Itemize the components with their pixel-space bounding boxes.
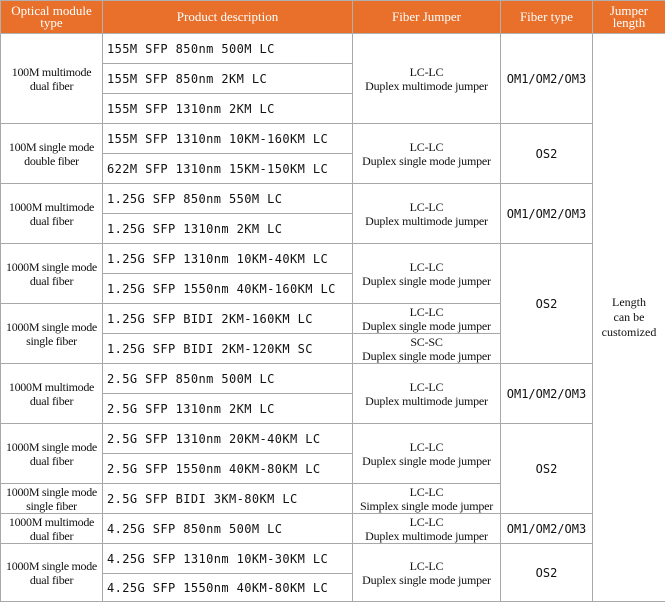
jumper-cell: LC-LC Duplex single mode jumper xyxy=(353,124,501,184)
fiber-type-cell: OM1/OM2/OM3 xyxy=(501,184,593,244)
header-fiber-type: Fiber type xyxy=(501,1,593,34)
fiber-type-cell: OS2 xyxy=(501,124,593,184)
product-cell: 155M SFP 1310nm 2KM LC xyxy=(103,94,353,124)
product-cell: 155M SFP 850nm 500M LC xyxy=(103,34,353,64)
header-product-description: Product description xyxy=(103,1,353,34)
product-cell: 155M SFP 850nm 2KM LC xyxy=(103,64,353,94)
table-row xyxy=(1,514,665,544)
fiber-type-cell: OS2 xyxy=(501,544,593,602)
module-type-cell: 1000M multimode dual fiber xyxy=(1,364,103,424)
jumper-cell: LC-LC Duplex single mode jumper xyxy=(353,544,501,602)
jumper-cell: LC-LC Simplex single mode jumper xyxy=(353,484,501,514)
product-cell: 1.25G SFP BIDI 2KM-120KM SC xyxy=(103,334,353,364)
module-type-cell: 1000M single mode dual fiber xyxy=(1,244,103,304)
fiber-type-cell: OS2 xyxy=(501,244,593,364)
table-row xyxy=(1,364,665,394)
header-jumper-length: Jumper length xyxy=(593,1,665,34)
product-cell: 2.5G SFP 850nm 500M LC xyxy=(103,364,353,394)
module-type-cell: 1000M single mode single fiber xyxy=(1,484,103,514)
jumper-cell: LC-LC Duplex single mode jumper xyxy=(353,424,501,484)
jumper-cell: LC-LC Duplex single mode jumper xyxy=(353,244,501,304)
product-cell: 2.5G SFP 1310nm 2KM LC xyxy=(103,394,353,424)
fiber-type-cell: OM1/OM2/OM3 xyxy=(501,514,593,544)
product-cell: 4.25G SFP 850nm 500M LC xyxy=(103,514,353,544)
jumper-cell: LC-LC Duplex multimode jumper xyxy=(353,34,501,124)
table-row xyxy=(1,544,665,574)
table-row xyxy=(1,124,665,154)
jumper-cell: LC-LC Duplex single mode jumper xyxy=(353,304,501,334)
module-type-cell: 100M single mode double fiber xyxy=(1,124,103,184)
product-cell: 2.5G SFP BIDI 3KM-80KM LC xyxy=(103,484,353,514)
jumper-cell: LC-LC Duplex multimode jumper xyxy=(353,184,501,244)
jumper-cell: SC-SC Duplex single mode jumper xyxy=(353,334,501,364)
product-cell: 1.25G SFP 1310nm 10KM-40KM LC xyxy=(103,244,353,274)
header-module-type: Optical module type xyxy=(1,1,103,34)
module-type-cell: 100M multimode dual fiber xyxy=(1,34,103,124)
jumper-cell: LC-LC Duplex multimode jumper xyxy=(353,514,501,544)
module-type-cell: 1000M multimode dual fiber xyxy=(1,514,103,544)
header-row xyxy=(1,1,665,34)
jumper-length-cell: Length can be customized xyxy=(593,34,665,602)
product-cell: 2.5G SFP 1310nm 20KM-40KM LC xyxy=(103,424,353,454)
table-row xyxy=(1,424,665,454)
product-cell: 622M SFP 1310nm 15KM-150KM LC xyxy=(103,154,353,184)
fiber-type-cell: OM1/OM2/OM3 xyxy=(501,34,593,124)
fiber-type-cell: OS2 xyxy=(501,424,593,514)
header-fiber-jumper: Fiber Jumper xyxy=(353,1,501,34)
product-cell: 1.25G SFP BIDI 2KM-160KM LC xyxy=(103,304,353,334)
fiber-type-cell: OM1/OM2/OM3 xyxy=(501,364,593,424)
product-cell: 1.25G SFP 1550nm 40KM-160KM LC xyxy=(103,274,353,304)
table-row xyxy=(1,34,665,64)
module-type-cell: 1000M single mode dual fiber xyxy=(1,424,103,484)
table-row xyxy=(1,244,665,274)
product-cell: 1.25G SFP 1310nm 2KM LC xyxy=(103,214,353,244)
product-cell: 4.25G SFP 1550nm 40KM-80KM LC xyxy=(103,574,353,602)
product-cell: 2.5G SFP 1550nm 40KM-80KM LC xyxy=(103,454,353,484)
product-cell: 1.25G SFP 850nm 550M LC xyxy=(103,184,353,214)
jumper-cell: LC-LC Duplex multimode jumper xyxy=(353,364,501,424)
product-cell: 4.25G SFP 1310nm 10KM-30KM LC xyxy=(103,544,353,574)
module-type-cell: 1000M single mode single fiber xyxy=(1,304,103,364)
module-type-cell: 1000M multimode dual fiber xyxy=(1,184,103,244)
module-type-cell: 1000M single mode dual fiber xyxy=(1,544,103,602)
table-row xyxy=(1,184,665,214)
product-cell: 155M SFP 1310nm 10KM-160KM LC xyxy=(103,124,353,154)
